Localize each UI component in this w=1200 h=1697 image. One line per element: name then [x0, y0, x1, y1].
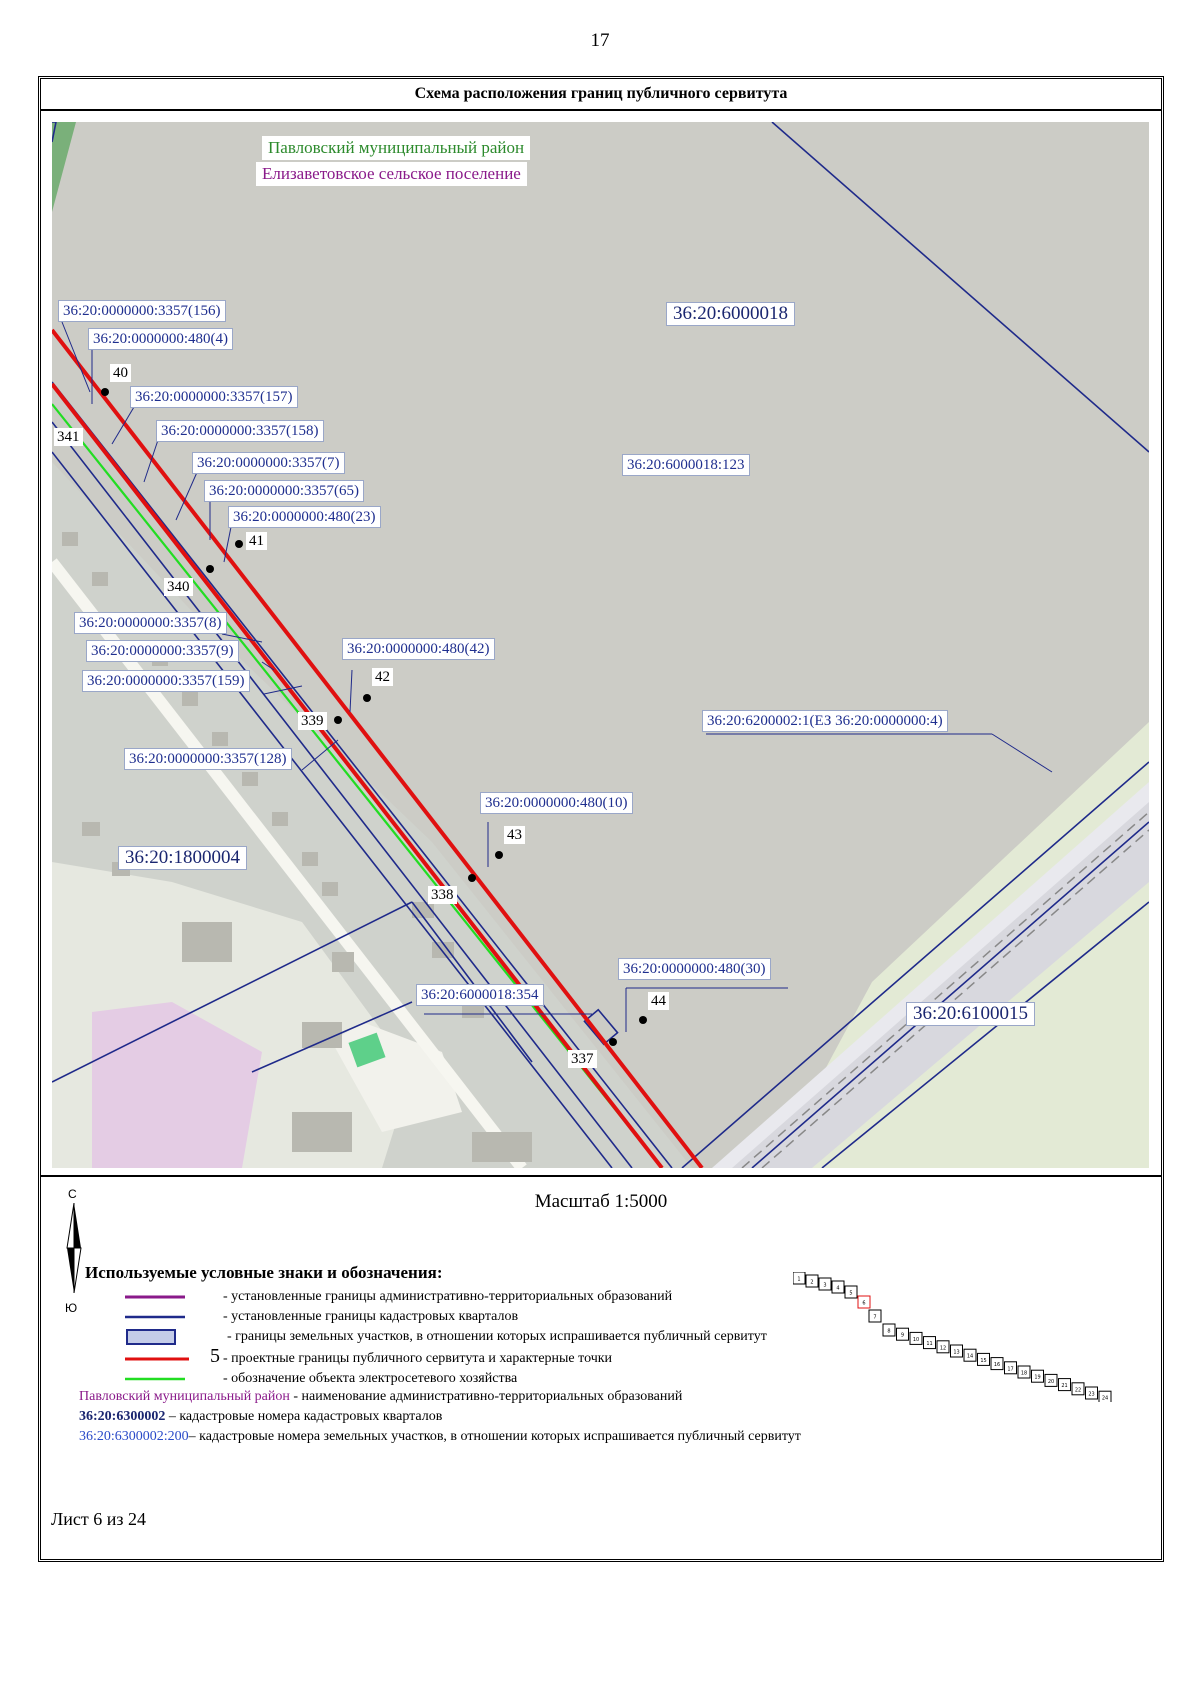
parcel-label: 36:20:0000000:3357(156)	[58, 300, 226, 322]
index-sheet	[832, 1281, 844, 1293]
parcel-label: 36:20:0000000:480(42)	[342, 638, 495, 660]
index-sheet	[1018, 1366, 1030, 1378]
parcel-label: 36:20:0000000:3357(65)	[204, 480, 364, 502]
legend-district-line: Павловский муниципальный район - наименование административно-территориальных образований	[79, 1389, 683, 1404]
page-number: 17	[590, 30, 610, 51]
index-sheet	[924, 1337, 936, 1349]
index-sheet-number: 20	[1047, 1378, 1055, 1385]
point-label: 43	[504, 826, 525, 844]
legend-item-servitude: 5 - проектные границы публичного сервитута и характерные точки	[89, 1349, 889, 1369]
parcel-label: 36:20:0000000:3357(159)	[82, 670, 250, 692]
index-sheet	[1099, 1391, 1111, 1402]
south-letter: Ю	[65, 1301, 78, 1315]
index-sheet	[937, 1341, 949, 1353]
district-label: Павловский муниципальный район	[262, 136, 530, 160]
point-label: 42	[372, 668, 393, 686]
parcel-label: 36:20:0000000:3357(158)	[156, 420, 324, 442]
quarter-label: 36:20:1800004	[118, 846, 247, 870]
index-sheet-number: 18	[1020, 1370, 1028, 1377]
cadastral-boundary-symbol	[89, 1307, 189, 1327]
legend-item-powerline: - обозначение объекта электросетевого хозяйства	[89, 1369, 889, 1389]
index-sheet-number: 10	[912, 1336, 920, 1343]
point-label: 338	[428, 886, 457, 904]
index-sheet	[845, 1286, 857, 1298]
index-sheet-number: 16	[993, 1362, 1001, 1369]
index-sheet	[991, 1358, 1003, 1370]
parcel-label: 36:20:0000000:480(30)	[618, 958, 771, 980]
legend-heading: Используемые условные знаки и обозначения:	[85, 1263, 443, 1282]
index-sheet	[1072, 1383, 1084, 1395]
document-frame	[38, 76, 1164, 1562]
legend-item-admin: - установленные границы административно-территориальных образований	[89, 1287, 889, 1307]
index-sheet-number: 3	[823, 1282, 827, 1289]
index-sheet-number: 2	[810, 1279, 814, 1286]
index-sheet-number: 11	[926, 1341, 933, 1348]
parcel-label: 36:20:6000018:354	[416, 984, 544, 1006]
parcel-label: 36:20:0000000:480(23)	[228, 506, 381, 528]
index-sheet	[897, 1328, 909, 1340]
index-sheet	[858, 1296, 870, 1308]
index-sheet	[1005, 1362, 1017, 1374]
index-sheet	[869, 1310, 881, 1322]
settlement-label: Елизаветовское сельское поселение	[256, 162, 527, 186]
point-label: 40	[110, 364, 131, 382]
point-label: 341	[54, 428, 83, 446]
index-sheet	[1086, 1387, 1098, 1399]
index-sheet-number: 1	[797, 1276, 801, 1283]
quarter-label: 36:20:6000018	[666, 302, 795, 326]
index-sheet	[1059, 1379, 1071, 1391]
legend-quarter-line: 36:20:6300002 – кадастровые номера кадастровых кварталов	[79, 1409, 443, 1424]
index-sheet	[964, 1349, 976, 1361]
index-sheet-number: 14	[966, 1353, 974, 1360]
legend-item-parcel: - границы земельных участков, в отношении которых испрашивается публичный сервитут	[89, 1327, 889, 1347]
point-label: 44	[648, 992, 669, 1010]
index-sheet	[1032, 1370, 1044, 1382]
north-letter: С	[68, 1187, 77, 1201]
index-sheet-number: 5	[849, 1290, 853, 1297]
index-sheet	[883, 1324, 895, 1336]
index-sheet	[819, 1278, 831, 1290]
point-label: 339	[298, 712, 327, 730]
quarter-label: 36:20:6100015	[906, 1002, 1035, 1026]
index-sheet-number: 7	[873, 1314, 877, 1321]
point-label: 337	[568, 1050, 597, 1068]
point-label: 340	[164, 578, 193, 596]
index-sheet-number: 17	[1007, 1366, 1014, 1373]
index-sheet-number: 13	[953, 1349, 960, 1356]
parcel-label: 36:20:0000000:3357(9)	[86, 640, 239, 662]
index-sheet	[951, 1345, 963, 1357]
legend-panel	[41, 1175, 1161, 1559]
power-line-symbol	[89, 1369, 189, 1389]
index-sheet-number: 6	[862, 1300, 866, 1307]
parcel-label: 36:20:0000000:3357(128)	[124, 748, 292, 770]
north-arrow-icon	[59, 1187, 89, 1315]
sheet-number: Лист 6 из 24	[51, 1509, 146, 1529]
index-sheet-number: 21	[1061, 1383, 1068, 1390]
index-sheet	[910, 1332, 922, 1344]
map-area[interactable]	[52, 122, 1149, 1168]
index-sheet-number: 4	[836, 1285, 840, 1292]
admin-boundary-symbol	[89, 1287, 189, 1307]
index-sheet-number: 8	[887, 1328, 891, 1335]
index-sheet-number: 19	[1034, 1374, 1041, 1381]
index-sheet	[1045, 1374, 1057, 1386]
sheet-index-diagram	[793, 1272, 1113, 1402]
parcel-label: 36:20:0000000:3357(157)	[130, 386, 298, 408]
index-sheet-number: 22	[1074, 1387, 1082, 1394]
index-sheet-number: 12	[939, 1345, 947, 1352]
map-title: Схема расположения границ публичного сервитута	[41, 79, 1161, 111]
parcel-label: 36:20:0000000:480(4)	[88, 328, 233, 350]
point-label: 41	[246, 532, 267, 550]
index-sheet-number: 15	[980, 1357, 987, 1364]
index-sheet-number: 24	[1101, 1395, 1109, 1402]
legend-parcel-line: 36:20:6300002:200– кадастровые номера земельных участков, в отношении которых испрашивается публичный сервитут	[79, 1429, 801, 1444]
point-sample: 5	[210, 1345, 220, 1367]
index-sheet	[793, 1272, 805, 1284]
scale-label: Масштаб 1:5000	[534, 1191, 668, 1212]
parcel-label: 36:20:0000000:3357(8)	[74, 612, 227, 634]
index-sheet	[806, 1275, 818, 1287]
parcel-label: 36:20:0000000:3357(7)	[192, 452, 345, 474]
index-sheet-number: 9	[900, 1332, 905, 1339]
parcel-boundary-symbol	[89, 1327, 189, 1347]
parcel-label: 36:20:6200002:1(ЕЗ 36:20:0000000:4)	[702, 710, 948, 732]
index-sheet	[978, 1353, 990, 1365]
parcel-label: 36:20:6000018:123	[622, 454, 750, 476]
servitude-boundary-symbol	[89, 1349, 189, 1369]
legend-item-cadastral: - установленные границы кадастровых кварталов	[89, 1307, 889, 1327]
index-sheet-number: 23	[1088, 1391, 1095, 1398]
parcel-label: 36:20:0000000:480(10)	[480, 792, 633, 814]
